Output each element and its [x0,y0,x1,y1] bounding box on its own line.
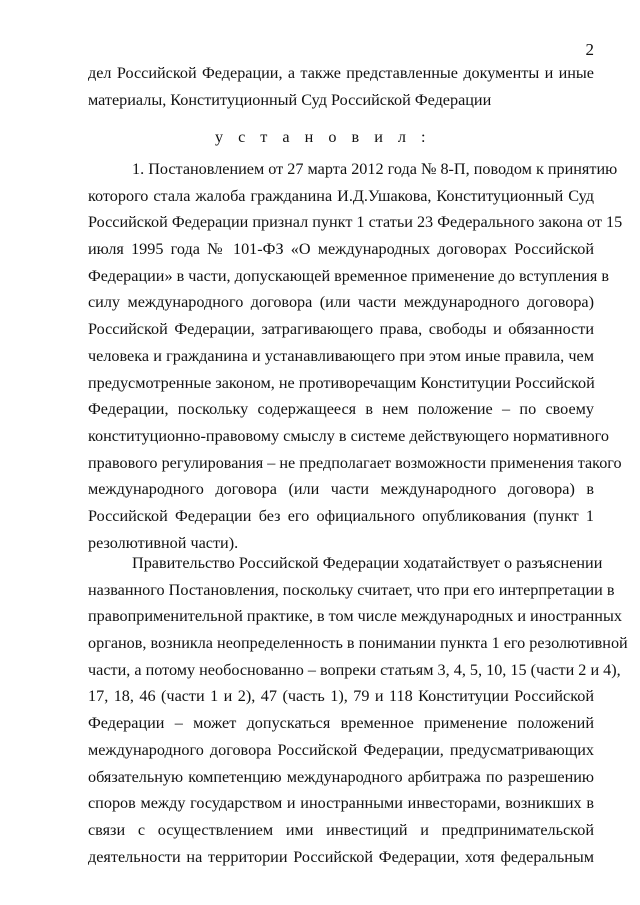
text-line: правового регулирования – не предполагает возможности применения такого [88,453,622,472]
text-line: силу международного договора (или части международного договора) [88,293,594,312]
text-line: споров между государством и иностранными инвесторами, возникших в [88,794,594,813]
text-line: человека и гражданина и устанавливающего при этом иные правила, чем [88,346,594,365]
text-line: связи с осуществлением ими инвестиций и предпринимательской [88,820,594,839]
text-line: правоприменительной практике, в том числе международных и иностранных [88,607,622,626]
paragraph-1 [88,156,623,556]
text-line: обязательную компетенцию международного арбитража по разрешению [88,767,594,786]
text-line: 17, 18, 46 (части 1 и 2), 47 (часть 1), 79 и 118 Конституции Российской [88,687,594,706]
paragraph-2 [88,550,628,870]
text-line: части, а потому необоснованно – вопреки статьям 3, 4, 5, 10, 15 (части 2 и 4), [88,660,621,679]
text-line: Федерации, поскольку содержащееся в нем положение – по своему [88,400,594,419]
text-line: 1. Постановлением от 27 марта 2012 года № 8-П, поводом к принятию [132,160,618,178]
text-line: резолютивной части). [88,533,239,552]
text-line: международного договора (или части международного договора) в [88,480,594,499]
text-line: июля 1995 года № 101-ФЗ «О международных договорах Российской [88,240,594,259]
text-line: дел Российской Федерации, а также представленные документы и иные [88,64,594,82]
page-number: 2 [585,40,594,59]
text-line: Правительство Российской Федерации ходатайствует о разъяснении [132,554,603,572]
section-heading: у с т а н о в и л : [214,128,432,146]
text-line: названного Постановления, поскольку считает, что при его интерпретации в [88,580,615,599]
text-line: Российской Федерации признал пункт 1 статьи 23 Федерального закона от 15 [88,213,623,232]
text-line: Федерации» в части, допускающей временное применение до вступления в [88,266,610,285]
text-line: которого стала жалоба гражданина И.Д.Ушакова, Конституционный Суд [88,186,594,205]
intro-paragraph [88,60,594,113]
text-line: конституционно-правовому смыслу в системе действующего нормативного [88,426,609,445]
text-line: международного договора Российской Федерации, предусматривающих [88,740,594,759]
text-line: Российской Федерации, затрагивающего права, свободы и обязанности [88,320,594,339]
text-line: органов, возникла неопределенность в понимании пункта 1 его резолютивной [88,634,628,653]
text-line: Российской Федерации без его официального опубликования (пункт 1 [88,506,594,525]
text-line: деятельности на территории Российской Федерации, хотя федеральным [88,847,594,866]
text-line: Федерации – может допускаться временное применение положений [88,714,594,733]
text-line: предусмотренные законом, не противоречащим Конституции Российской [88,373,595,392]
text-line: материалы, Конституционный Суд Российской Федерации [88,90,492,109]
